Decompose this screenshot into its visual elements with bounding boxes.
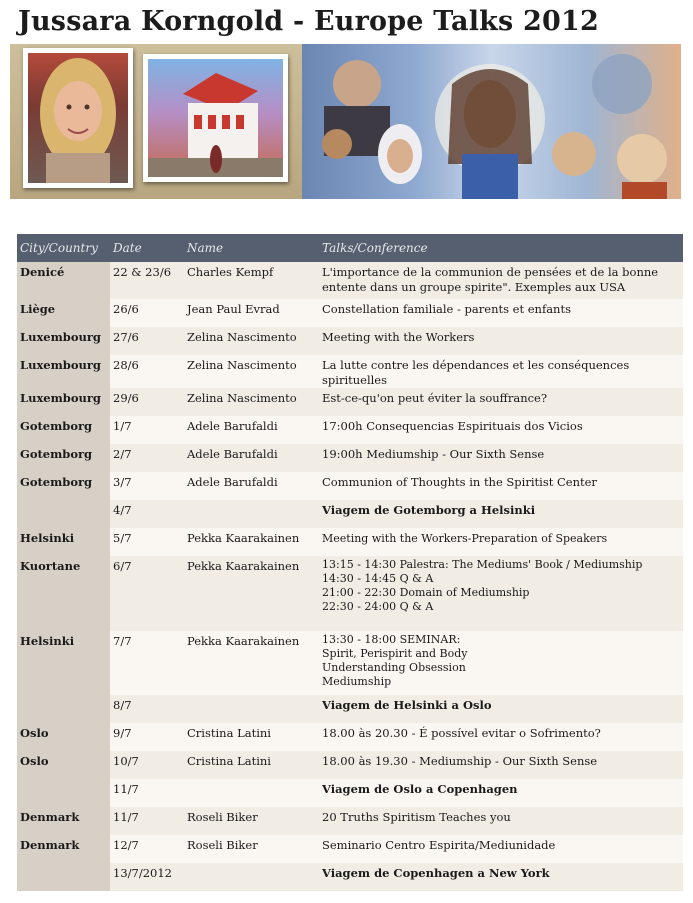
date-cell: 29/6 [110,388,184,416]
date-cell: 11/7 [110,779,184,807]
header-date: Date [110,234,184,262]
date-cell: 26/6 [110,299,184,327]
date-cell: 13/7/2012 [110,863,184,891]
name-cell: Pekka Kaarakainen [184,556,319,631]
city-cell: Luxembourg [17,388,110,416]
city-cell: Denmark [17,807,110,835]
talk-cell: 20 Truths Spiritism Teaches you [319,807,683,835]
date-cell: 4/7 [110,500,184,528]
date-cell: 8/7 [110,695,184,723]
table-row [17,262,683,299]
talk-line: 13:30 - 18:00 SEMINAR: [322,633,461,646]
name-cell: Adele Barufaldi [184,444,319,472]
page-title: Jussara Korngold - Europe Talks 2012 [18,6,600,37]
city-cell: Denicé [17,262,110,299]
date-cell: 27/6 [110,327,184,355]
talk-cell: 18.00 às 20.30 - É possível evitar o Sofrimento? [319,723,683,751]
table-row [17,751,683,779]
table-row [17,416,683,444]
table-row [17,500,683,528]
header-name: Name [184,234,319,262]
city-cell: Oslo [17,723,110,751]
talk-cell [319,262,683,299]
name-cell: Adele Barufaldi [184,472,319,500]
date-cell: 28/6 [110,355,184,388]
table-row [17,631,683,695]
city-cell [17,863,110,891]
name-cell: Cristina Latini [184,723,319,751]
talk-cell: Est-ce-qu'on peut éviter la souffrance? [319,388,683,416]
date-cell: 5/7 [110,528,184,556]
city-cell: Luxembourg [17,355,110,388]
name-cell: Zelina Nascimento [184,355,319,388]
date-cell: 2/7 [110,444,184,472]
talk-line: L'importance de la communion de pensées et de la bonne [322,265,659,279]
talk-line: 14:30 - 14:45 Q & A [322,572,434,585]
city-cell: Gotemborg [17,472,110,500]
table-row [17,723,683,751]
city-cell [17,779,110,807]
name-cell [184,500,319,528]
name-cell: Adele Barufaldi [184,416,319,444]
name-cell: Charles Kempf [184,262,319,299]
table-row [17,528,683,556]
talk-cell: 19:00h Mediumship - Our Sixth Sense [319,444,683,472]
city-cell: Liège [17,299,110,327]
table-row [17,472,683,500]
talk-cell: Communion of Thoughts in the Spiritist Center [319,472,683,500]
city-cell: Helsinki [17,528,110,556]
name-cell: Pekka Kaarakainen [184,631,319,695]
date-cell: 12/7 [110,835,184,863]
collage-painting [302,44,681,199]
header-banner [10,44,681,199]
table-row [17,355,683,388]
table-row [17,863,683,891]
talk-line: 22:30 - 24:00 Q & A [322,600,434,613]
talk-line: Understanding Obsession [322,661,466,674]
talk-line: 13:15 - 14:30 Palestra: The Mediums' Book / Mediumship [322,558,643,571]
talk-line: Mediumship [322,675,392,688]
talk-cell: 18.00 às 19.30 - Mediumship - Our Sixth Sense [319,751,683,779]
date-cell: 3/7 [110,472,184,500]
house-illustration [148,59,283,177]
name-cell: Pekka Kaarakainen [184,528,319,556]
city-cell: Luxembourg [17,327,110,355]
date-cell: 7/7 [110,631,184,695]
date-cell: 22 & 23/6 [110,262,184,299]
name-cell: Roseli Biker [184,807,319,835]
city-cell: Gotemborg [17,416,110,444]
name-cell: Zelina Nascimento [184,327,319,355]
header-talk: Talks/Conference [319,234,683,262]
table-row [17,807,683,835]
city-cell: Helsinki [17,631,110,695]
table-row [17,835,683,863]
talk-cell: Seminario Centro Espirita/Mediunidade [319,835,683,863]
header-city: City/Country [17,234,110,262]
name-cell [184,695,319,723]
name-cell [184,779,319,807]
portrait-photo [23,48,133,188]
date-cell: 1/7 [110,416,184,444]
city-cell [17,500,110,528]
talk-cell: Meeting with the Workers [319,327,683,355]
table-row [17,327,683,355]
collage-illustration [302,44,681,199]
name-cell: Roseli Biker [184,835,319,863]
talk-line: 21:00 - 22:30 Domain of Mediumship [322,586,530,599]
talk-cell: La lutte contre les dépendances et les conséquences spirituelles [319,355,683,388]
talk-line: Spirit, Perispirit and Body [322,647,468,660]
name-cell: Zelina Nascimento [184,388,319,416]
city-cell: Denmark [17,835,110,863]
talk-cell [319,631,683,695]
table-header-row [17,234,683,262]
name-cell [184,863,319,891]
city-cell: Gotemborg [17,444,110,472]
talk-cell: Constellation familiale - parents et enfants [319,299,683,327]
table-row [17,556,683,631]
date-cell: 10/7 [110,751,184,779]
table-row [17,299,683,327]
name-cell: Jean Paul Evrad [184,299,319,327]
date-cell: 9/7 [110,723,184,751]
travel-cell: Viagem de Helsinki a Oslo [319,695,683,723]
talk-cell [319,556,683,631]
schedule-table [17,234,683,891]
table-row [17,695,683,723]
city-cell: Kuortane [17,556,110,631]
table-row [17,444,683,472]
talk-cell: 17:00h Consequencias Espirituais dos Vicios [319,416,683,444]
name-cell: Cristina Latini [184,751,319,779]
talk-line: entente dans un groupe spirite". Exemples aux USA [322,280,626,294]
date-cell: 6/7 [110,556,184,631]
city-cell: Oslo [17,751,110,779]
travel-cell: Viagem de Oslo a Copenhagen [319,779,683,807]
travel-cell: Viagem de Gotemborg a Helsinki [319,500,683,528]
city-cell [17,695,110,723]
house-painting [143,54,288,182]
table-row [17,779,683,807]
travel-cell: Viagem de Copenhagen a New York [319,863,683,891]
date-cell: 11/7 [110,807,184,835]
portrait-figure [28,53,128,183]
table-row [17,388,683,416]
talk-cell: Meeting with the Workers-Preparation of Speakers [319,528,683,556]
